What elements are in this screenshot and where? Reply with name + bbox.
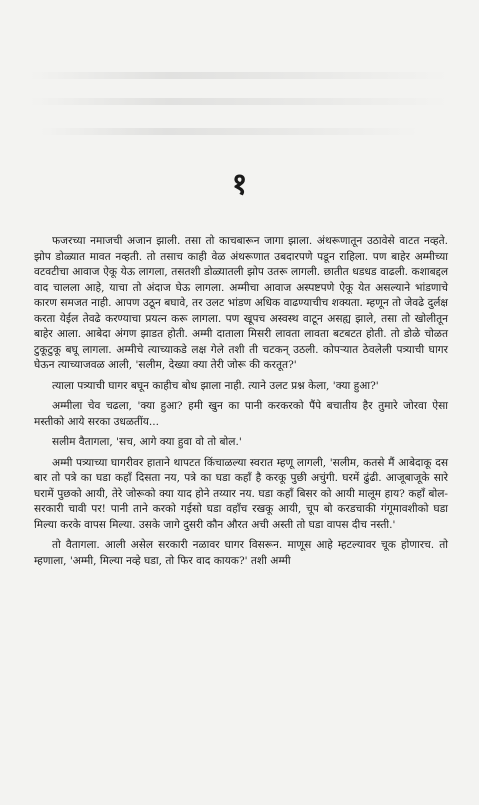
paragraph: फजरच्या नमाजची अजान झाली. तसा तो काचबारून जागा झाला. अंथरूणातून उठावेसे वाटत नव्हते. झोप डोळ्यात मावत नव्हती. तो तसाच काही वेळ अंथरूणात उबदारपणे पडून राहिला. पण बाहेर अम्मीच्या वटवटीचा आवाज ऐकू येऊ लागला, तसतशी डोळ्यातली झोप उतरू लागली. छातीत धडधड वाढली. कशाबद्दल वाद चालला आहे, याचा तो अंदाज घेऊ लागला. अम्मीचा आवाज अस्पष्टपणे ऐकू येत असल्याने भांडणाचे कारण समजत नाही. आपण उठून बघावे, तर उलट भांडण अधिक वाढण्याचीच शक्यता. म्हणून तो जेवढे दुर्लक्ष करता येईल तेवढे करण्याचा प्रयत्न करू लागला. पण खूपच अस्वस्थ वाटून असह्य झाले, तसा तो खोलीतून बाहेर आला. आबेदा अंगण झाडत होती. अम्मी दाताला मिसरी लावता लावता बटबटत होती. तो डोळे चोळत टुकूटुकू बघू लागला. अम्मीचे त्याच्याकडे लक्ष गेले तशी ती चटकन् उठली. कोपऱ्यात ठेवलेली पत्र्याची घागर घेऊन त्याच्याजवळ आली, 'सलीम, देख्या क्या तेरी जोरू की करतूत?' [34,235,448,371]
chapter-body [34,234,448,574]
faded-text-line [30,72,449,79]
faded-text-line [40,128,419,135]
paragraph: तो वैतागला. आली असेल सरकारी नळावर घागर विसरून. माणूस आहे म्हटल्यावर चूक होणारच. तो म्हणाला, 'अम्मी, मिल्या नव्हे घडा, तो फिर वाद कायक?' तशी अम्मी [34,539,448,567]
chapter-number: १ [231,167,248,202]
paragraph: सलीम वैतागला, 'सच, आगे क्या हुवा वो तो बोल.' [52,436,242,448]
faded-text-line [30,98,449,105]
paragraph: अम्मी पत्र्याच्या घागरीवर हाताने थापटत किंचाळल्या स्वरात म्हणू लागली, 'सलीम, कतसे मैं आबेदाकू दस बार तो पत्रे का घडा कहाँ दिसता नय, पत्रे का घडा कहाँ है करकू पुछी अचुंगी. घरमें ढुंढी. आजूबाजूके सारे घरामें पुछको आयी, तेरे जोरूको क्या याद होने तय्यार नय. घडा कहाँ बिसर को आयी मालूम हाय? कहाँ बोल-सरकारी चावी पर! पानी ताने करको गईसो घडा वहाँच रखकू आयी, चूप बो करडचाकी गंगूमावशीको घडा मिल्या करके वापस मिल्या. उसके जागे दुसरी कौन औरत अची अस्ती तो घडा वापस दीच नस्ती.' [34,456,448,531]
paragraph: अम्मीला चेव चढला, 'क्या हुआ? हमी खुन का पानी करकरको पैंपे बचातीय हैर तुमारे जोरवा ऐसा मस्तीको आये सरका उधळतींय... [34,400,448,428]
paragraph: त्याला पत्र्याची घागर बघून काहीच बोध झाला नाही. त्याने उलट प्रश्न केला, 'क्या हुआ?' [52,379,379,392]
